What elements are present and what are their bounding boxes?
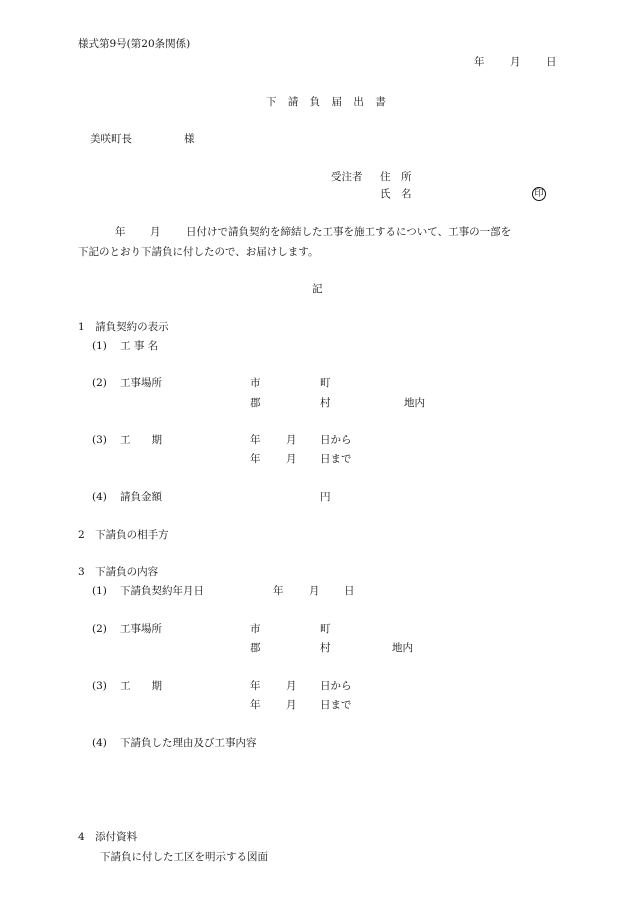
body-line1: 日付けで請負契約を締結した工事を施工するについて、工事の一部を [186, 226, 512, 238]
s1-item3-label: 工 期 [120, 434, 162, 446]
document-title: 下 請 負 届 出 書 [266, 96, 390, 108]
ki-heading: 記 [312, 283, 323, 295]
s3-period-month2: 月 [286, 699, 297, 711]
date-month-label: 月 [510, 56, 521, 68]
s3-town-label: 町 [320, 623, 331, 635]
s1-period-year2: 年 [250, 453, 261, 465]
contractor-label: 受注者 [331, 171, 363, 183]
addressee-name: 美咲町長 [90, 133, 132, 145]
s3-contract-year: 年 [273, 585, 284, 597]
s1-period-to: 日まで [320, 453, 352, 465]
s3-village-label: 村 [320, 642, 331, 654]
s3-item3-label: 工 期 [120, 680, 162, 692]
s1-item3-num: (3) [92, 434, 107, 446]
s3-item4-label: 下請負した理由及び工事内容 [120, 737, 257, 749]
s3-period-to: 日まで [320, 699, 352, 711]
attachment-item: 下請負に付した工区を明示する図面 [100, 851, 268, 863]
s1-item1-label: 工 事 名 [120, 340, 159, 352]
s3-contract-day: 日 [344, 585, 355, 597]
s1-item2-num: (2) [92, 377, 107, 389]
s3-period-from: 日から [320, 680, 352, 692]
s1-village-label: 村 [320, 397, 331, 409]
s3-item2-num: (2) [92, 623, 107, 635]
s3-item4-num: (4) [92, 737, 107, 749]
seal-mark: 印 [532, 187, 546, 201]
section2-heading: 2 下請負の相手方 [78, 529, 169, 541]
s3-item1-label: 下請負契約年月日 [120, 585, 204, 597]
date-year-label: 年 [474, 56, 485, 68]
contractor-name-label: 氏 名 [380, 188, 412, 200]
s3-period-year2: 年 [250, 699, 261, 711]
s1-period-year: 年 [250, 434, 261, 446]
s3-contract-month: 月 [309, 585, 320, 597]
s1-item4-label: 請負金額 [120, 491, 162, 503]
s3-period-year: 年 [250, 680, 261, 692]
s1-period-from: 日から [320, 434, 352, 446]
contractor-address-label: 住 所 [380, 171, 412, 183]
s3-lot-label: 地内 [392, 642, 413, 654]
addressee-honorific: 様 [184, 133, 195, 145]
s1-town-label: 町 [320, 377, 331, 389]
body-month: 月 [150, 226, 161, 238]
s1-county-label: 郡 [250, 397, 261, 409]
section4-heading: 4 添付資料 [78, 831, 138, 843]
s3-item3-num: (3) [92, 680, 107, 692]
form-number: 様式第9号(第20条関係) [78, 38, 191, 50]
s1-period-month2: 月 [286, 453, 297, 465]
s1-item2-label: 工事場所 [120, 377, 162, 389]
s3-item2-label: 工事場所 [120, 623, 162, 635]
body-year: 年 [115, 226, 126, 238]
body-line2: 下記のとおり下請負に付したので、お届けします。 [78, 246, 319, 258]
date-day-label: 日 [546, 56, 557, 68]
s3-period-month: 月 [286, 680, 297, 692]
s1-item4-num: (4) [92, 491, 107, 503]
s3-item1-num: (1) [92, 585, 107, 597]
section3-heading: 3 下請負の内容 [78, 566, 159, 578]
s1-yen-label: 円 [320, 491, 331, 503]
s3-city-label: 市 [250, 623, 261, 635]
section1-heading: 1 請負契約の表示 [78, 321, 169, 333]
s1-period-month: 月 [286, 434, 297, 446]
s3-county-label: 郡 [250, 642, 261, 654]
s1-item1-num: (1) [92, 340, 107, 352]
s1-lot-label: 地内 [404, 397, 425, 409]
s1-city-label: 市 [250, 377, 261, 389]
